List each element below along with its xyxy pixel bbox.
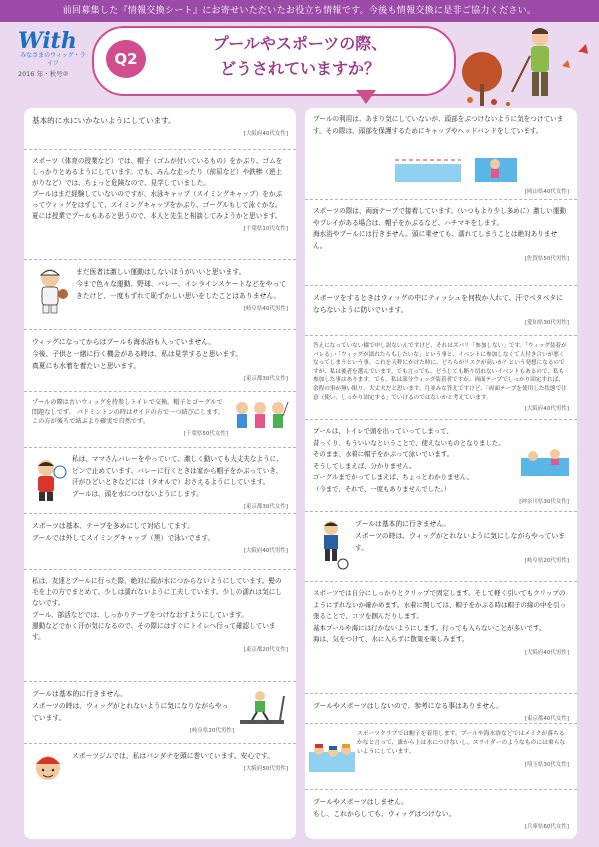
comment-card	[305, 200, 577, 286]
comment-card	[305, 420, 577, 512]
comment-card	[24, 448, 296, 514]
comment-card	[305, 108, 577, 200]
question-title-line2: どうされていますか？	[219, 59, 380, 78]
comment-text: 基本的に水にいかないようにしています。	[32, 116, 176, 125]
with-logo	[18, 30, 88, 78]
swimming-class-illustration	[309, 734, 355, 774]
pool-kids-illustration	[519, 444, 571, 478]
comment-card	[24, 682, 296, 744]
right-column	[305, 108, 577, 839]
comment-text: 答えになっていない様で申し訳ないんですけど、それはズバリ「参加しない」です。「ウィッグ装着がバレる」・「ウィッグが濡れたらもしたいな」という事と、イベントに参加しなくて人付き合いが悪くなってしまうという事。これを天秤にかけた時に、どちらがリスクが高いか？という発想になるのですが、私は後者を選んでいます。でも言っても、どうしても断り切れないイベントもあるので、私も参加した事はあります。でも、私は部分ウィッグ装着者ですが、両面テープでしっかり固定すれば、余程の事が無い限り、大丈夫だと思います。月並みな答えですけど、「両面テープを使用した状態で注意（使い、しっかり固定する」でいけるのではないかと考えています。	[313, 343, 567, 401]
comment-text: プールやスポーツはしません。 もし、これからしても、ウィッグはつけない。	[313, 798, 456, 818]
bandana-man-illustration	[30, 748, 66, 788]
question-title	[155, 31, 445, 81]
comment-text: スポーツジムでは、私はバンダナを頭に巻いています。安心です。	[72, 752, 275, 760]
soccer-player-illustration	[311, 518, 351, 570]
comment-text: プールは、トイレで頭を出っていってしまって、 昔っくり、もういいなということで、使えないものとなりました。 そのまま、水着に帽子をかぶって泳いでいます。 そうしてしまえば、分かりません。 ゴーグルまでかってしまえば、ちょっとわかりません。 （今まで、それで、一度もありませんでした。）	[313, 427, 505, 493]
comment-author: [大阪府50代男性]	[243, 766, 288, 772]
comment-text: まだ医者は激しい運動はしないほうがいいと思います。 今まで色々な運動、野球、バレー、インラインスケートなどをやってきたけど、一度もずれて恥ずかしい思いをしたことはありません。	[76, 268, 287, 300]
comment-author: [佐賀県50代男性]	[524, 256, 569, 262]
comment-text: プールの際は古いウィッグを持参しトイレで交換。帽子とゴーグルで問題なしです。 バドミントンの時はサイドの方で一つ結びにします。この方が後ろで結ぶより確実で自然です。	[32, 399, 225, 425]
logo-subtitle: みなさまのウィッグ・ライフ	[20, 52, 86, 67]
comment-card	[305, 694, 577, 724]
comment-card	[24, 514, 296, 570]
badminton-kids-illustration	[230, 398, 290, 442]
comment-text: 私は、ママさんバレーをやっていて、激しく動いても大丈夫なように、ピンで止めています。バレーに行くときは家から帽子をかぶっていき、汗がひどいときなどには（タオルで）おさえるようにしています。 プールは、頭を水につけないようにします。	[72, 455, 283, 498]
comment-author: [大阪府40代男性]	[243, 548, 288, 554]
comment-author: [岡山県40代女性]	[524, 189, 569, 195]
comment-card	[305, 336, 577, 420]
comment-card	[24, 392, 296, 448]
comment-card	[305, 286, 577, 336]
comment-card	[305, 790, 577, 839]
comment-author: [大阪府40代女性]	[243, 131, 288, 137]
comment-text: スポーツをするときはウィッグの中にティッシュを何枚か入れて、汗でベタベタにならないように防いでいます。	[313, 294, 563, 314]
comment-author: [東京都30代女性]	[243, 376, 288, 382]
comment-author: [岐阜県40代男性]	[243, 306, 288, 312]
comment-author: [兵庫県60代女性]	[524, 824, 569, 830]
comment-text: スポーツでは自分にしっかりとクリップで固定します。そして軽く引いてもクリップのようにずれないか確かめます。水着に関しては、帽子をかぶる時は帽子の縁の中を引っ張ることで、コツを掴んだりします。 基本プールや海には行かないようにします。行っても入らないことが多いです。 海は、気をつけて、水に入らずに散策を楽しみます。	[313, 589, 566, 643]
comment-author: [神奈川県30代女性]	[519, 499, 569, 505]
baseball-player-illustration	[30, 266, 72, 314]
comment-text: プールやスポーツはしないので、参考になる事はありません。	[313, 702, 503, 710]
comment-card	[305, 724, 577, 790]
comment-text: スポーツは基本、テープを多めにして対応してます。 プールでは外してスイミングキャップ（黒）で泳いでます。	[32, 522, 215, 542]
comment-card	[24, 330, 296, 392]
logo-mark: With	[18, 28, 77, 54]
pool-swimmer-illustration	[391, 154, 521, 186]
comment-author: [千葉県50代女性]	[183, 430, 228, 437]
comment-text: プールは基本的に行きません。 スポーツの時は、ウィッグがとれないように気になりながらやっています。	[32, 690, 229, 722]
comment-card	[24, 150, 296, 260]
volleyball-player-illustration	[28, 456, 68, 502]
comment-card	[305, 582, 577, 694]
treadmill-runner-illustration	[236, 688, 288, 728]
left-column	[24, 108, 296, 839]
comment-text: プールは基本的に行きません。 スポーツの時は、ウィッグがとれないように気にしながらやっています。	[355, 520, 566, 552]
autumn-gardener-illustration	[460, 22, 596, 108]
question-title-line1: プールやスポーツの際、	[212, 34, 388, 53]
issue-label: 2016 年・秋号②	[18, 70, 69, 78]
comment-author: [岐阜県20代男性]	[524, 558, 569, 564]
comment-text: スポーツクラブでは帽子を着用します。プールや海水浴などではメイクが落ちるかなと言って、誰から上は水につけないし、スライダーのようなものには乗らないようにしています。	[357, 731, 566, 756]
comment-author: [大阪府40代男性]	[524, 649, 569, 656]
question-badge: Q2	[106, 40, 146, 78]
comment-text: スポーツの際は、両面テープで接着しています。（いつもより少し多めに）激しい運動やプレイがある場合は、帽子をかぶるなど、ハチマキをします。 海水浴やプールには行きません。頭に乗せても、濡れてしまうことは絶対ありません。	[313, 207, 566, 250]
comment-author: [大阪府40代男性]	[524, 406, 569, 413]
comment-author: [東京都20代女性]	[243, 647, 288, 654]
comment-author: [岐阜県20代男性]	[189, 728, 234, 734]
comment-text: ウィッグになってからはプールも海水浴も入っていません。 今後、子供と一緒に行く機会がある時は、私は見学すると思います。 真夏にも水着を着たいと思います。	[32, 338, 243, 370]
comment-card	[305, 512, 577, 582]
comment-text: プールの利用は、あまり気にしていないが、頭部をぶつけないように気をつけています。その際は、頭部を保護するためにキャップやヘッドバンドをしています。	[313, 115, 564, 135]
top-banner: 前回募集した『情報交換シート』にお寄せいただいたお役立ち情報です。今後も情報交換に是非ご協力ください。	[0, 0, 599, 22]
comment-card	[24, 260, 296, 330]
comment-author: [愛知県30代男性]	[524, 320, 569, 326]
comment-text: スポーツ（体育の授業など）では、帽子（ゴムが付いているもの）をかぶり、ゴムをしっかりとめるようにしています。でも、みんな走ったり（前屈など）や鉄棒（逆上がりなど）では、ちょっと危険なので、見学していました。 プールはまだ経験していないのですが、水泳キャップ（スイミングキャップ）をかぶってウィッグをはずして、スイミングキャップをかぶり、ゴーグルもして泳ぐかな。 夏には授業でプールもあると思うので、本人と先生と相談してみようかと思います。	[32, 157, 283, 220]
comment-author: [埼玉県30代女性]	[524, 761, 569, 768]
comment-card	[24, 108, 296, 150]
comment-card	[24, 570, 296, 682]
comment-author: [東京都40代女性]	[524, 716, 569, 722]
comment-author: [東京都30代女性]	[243, 504, 288, 510]
comment-author: [千葉県10代女性]	[243, 226, 288, 232]
comment-text: 私は、友達とプールに行った際、絶対に頭が水につからないようにしています。髪の毛を上の方でまとめて、少しは濡れないように工夫しています。少しの濡れは気にしないです。 プール、部活などでは、しっかりテープをつけなおすようにしています。 運動などでかく汗が気になるので、その際にはすぐにトイレへ行って確認しています。	[32, 577, 282, 642]
comment-card	[24, 744, 296, 795]
